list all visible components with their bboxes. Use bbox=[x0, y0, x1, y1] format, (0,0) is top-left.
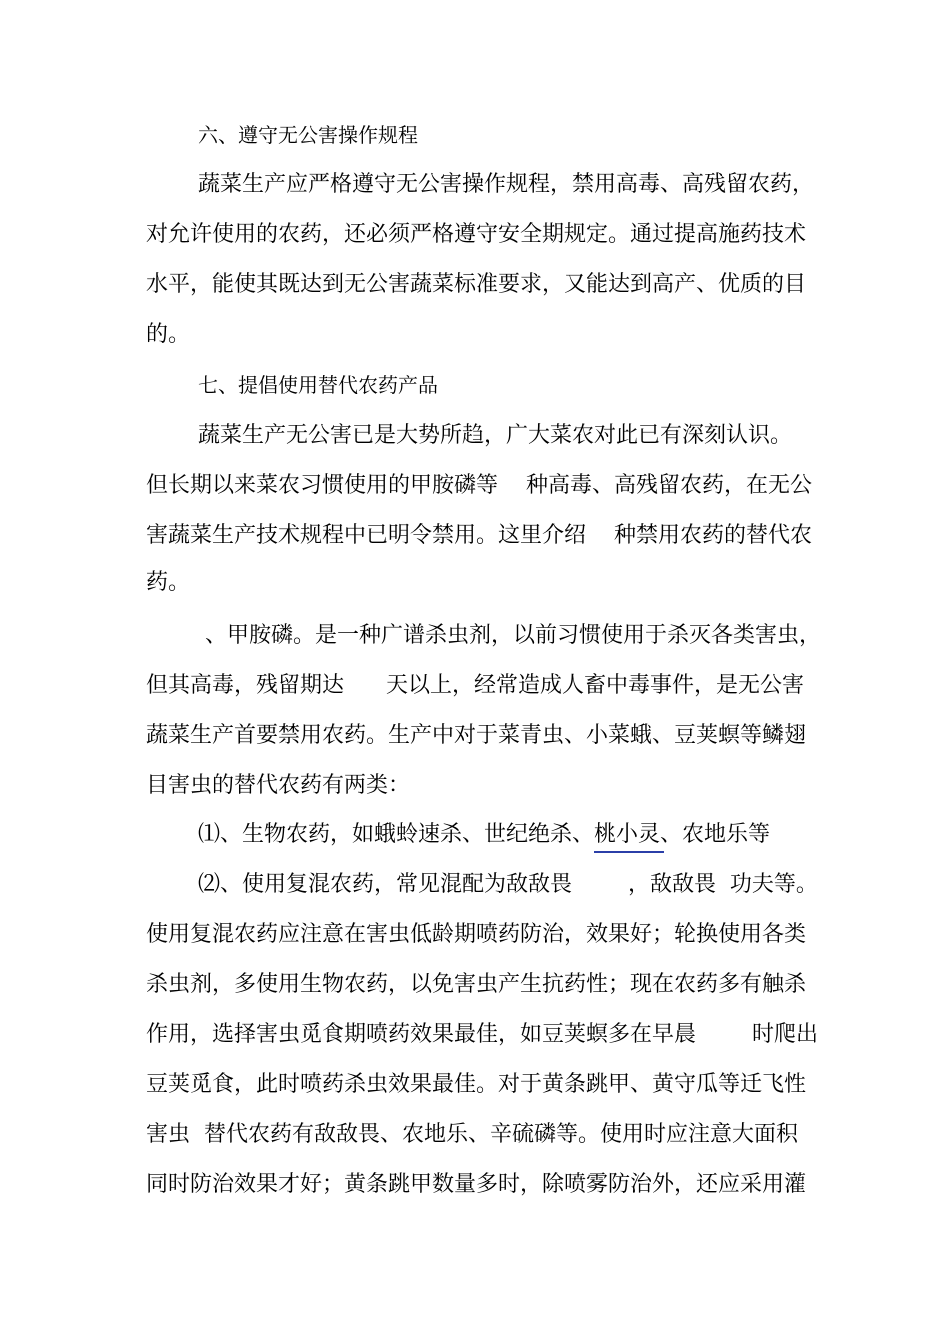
paragraph-line: 蔬菜生产无公害已是大势所趋，广大菜农对此已有深刻认识。 bbox=[198, 423, 793, 448]
list-item-text: 、农地乐等 bbox=[660, 822, 771, 847]
paragraph-line: 豆荚觅食，此时喷药杀虫效果最佳。对于黄条跳甲、黄守瓜等迁飞性 bbox=[146, 1072, 807, 1097]
underlined-term: 桃小灵 bbox=[594, 822, 661, 847]
paragraph-line: 使用复混农药应注意在害虫低龄期喷药防治，效果好；轮换使用各类 bbox=[146, 922, 807, 947]
section-heading-6: 六、遵守无公害操作规程 bbox=[198, 123, 418, 147]
paragraph-line: 但其高毒，残留期达 天以上，经常造成人畜中毒事件，是无公害 bbox=[146, 673, 804, 698]
paragraph-line: 蔬菜生产应严格遵守无公害操作规程，禁用高毒、高残留农药， bbox=[198, 172, 815, 197]
paragraph-line: 蔬菜生产首要禁用农药。生产中对于菜青虫、小菜蛾、豆荚螟等鳞翅 bbox=[146, 723, 807, 748]
paragraph-line: 水平，能使其既达到无公害蔬菜标准要求，又能达到高产、优质的目 bbox=[146, 272, 807, 297]
paragraph-line: 害虫 替代农药有敌敌畏、农地乐、辛硫磷等。使用时应注意大面积 bbox=[146, 1122, 798, 1147]
paragraph-line: 作用，选择害虫觅食期喷药效果最佳，如豆荚螟多在早晨 时爬出 bbox=[146, 1022, 818, 1047]
paragraph-line: 的。 bbox=[146, 322, 191, 347]
paragraph-line: 但长期以来菜农习惯使用的甲胺磷等 种高毒、高残留农药，在无公 bbox=[146, 473, 812, 498]
paragraph-line: 同时防治效果才好；黄条跳甲数量多时，除喷雾防治外，还应采用灌 bbox=[146, 1172, 807, 1197]
list-item-1 bbox=[198, 820, 770, 850]
paragraph-line: 目害虫的替代农药有两类： bbox=[146, 773, 411, 798]
paragraph-line: 药。 bbox=[146, 570, 191, 595]
list-item-2: ⑵、使用复混农药，常见混配为敌敌畏 ，敌敌畏 功夫等。 bbox=[198, 872, 818, 897]
paragraph-line: 、甲胺磷。是一种广谱杀虫剂，以前习惯使用于杀灭各类害虫， bbox=[198, 623, 821, 648]
section-heading-7: 七、提倡使用替代农药产品 bbox=[198, 373, 438, 397]
paragraph-line: 害蔬菜生产技术规程中已明令禁用。这里介绍 种禁用农药的替代农 bbox=[146, 523, 812, 548]
paragraph-line: 对允许使用的农药，还必须严格遵守安全期规定。通过提高施药技术 bbox=[146, 222, 807, 247]
paragraph-line: 杀虫剂，多使用生物农药，以免害虫产生抗药性；现在农药多有触杀 bbox=[146, 972, 807, 997]
list-item-text: ⑴、生物农药，如蛾蛉速杀、世纪绝杀、 bbox=[198, 822, 595, 847]
